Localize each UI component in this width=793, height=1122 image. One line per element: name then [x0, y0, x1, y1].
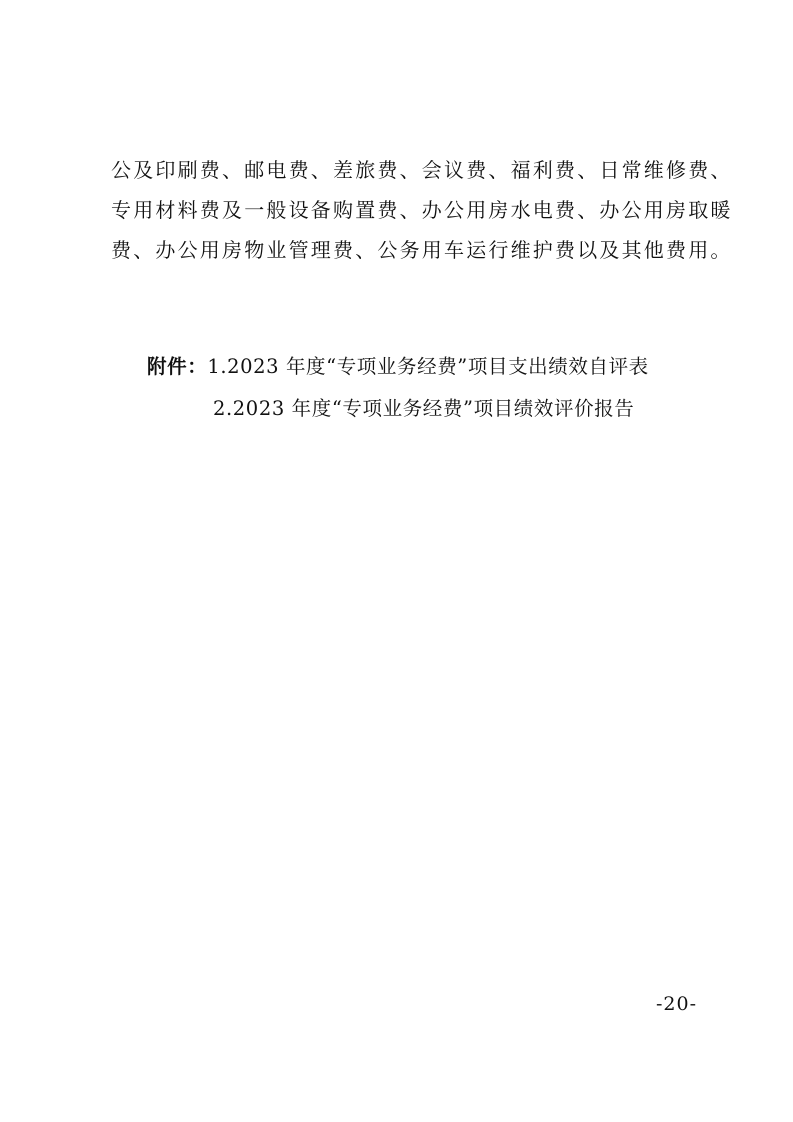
- attachments-section: [147, 346, 747, 430]
- attachments-label: 附件：: [147, 355, 208, 378]
- attachment-line-2: [147, 388, 747, 430]
- body-line-3: 费、办公用房物业管理费、公务用车运行维护费以及其他费用。: [111, 238, 733, 262]
- body-line-2: 专用材料费及一般设备购置费、办公用房水电费、办公用房取暖: [111, 198, 733, 222]
- body-paragraph: [111, 150, 733, 270]
- attachment-item-2: 2.2023 年度“专项业务经费”项目绩效评价报告: [213, 397, 635, 420]
- attachment-line-1: [147, 346, 747, 388]
- attachment-item-1: 1.2023 年度“专项业务经费”项目支出绩效自评表: [207, 355, 649, 378]
- body-line-1: 公及印刷费、邮电费、差旅费、会议费、福利费、日常维修费、: [111, 158, 733, 182]
- page-number: -20-: [656, 993, 698, 1015]
